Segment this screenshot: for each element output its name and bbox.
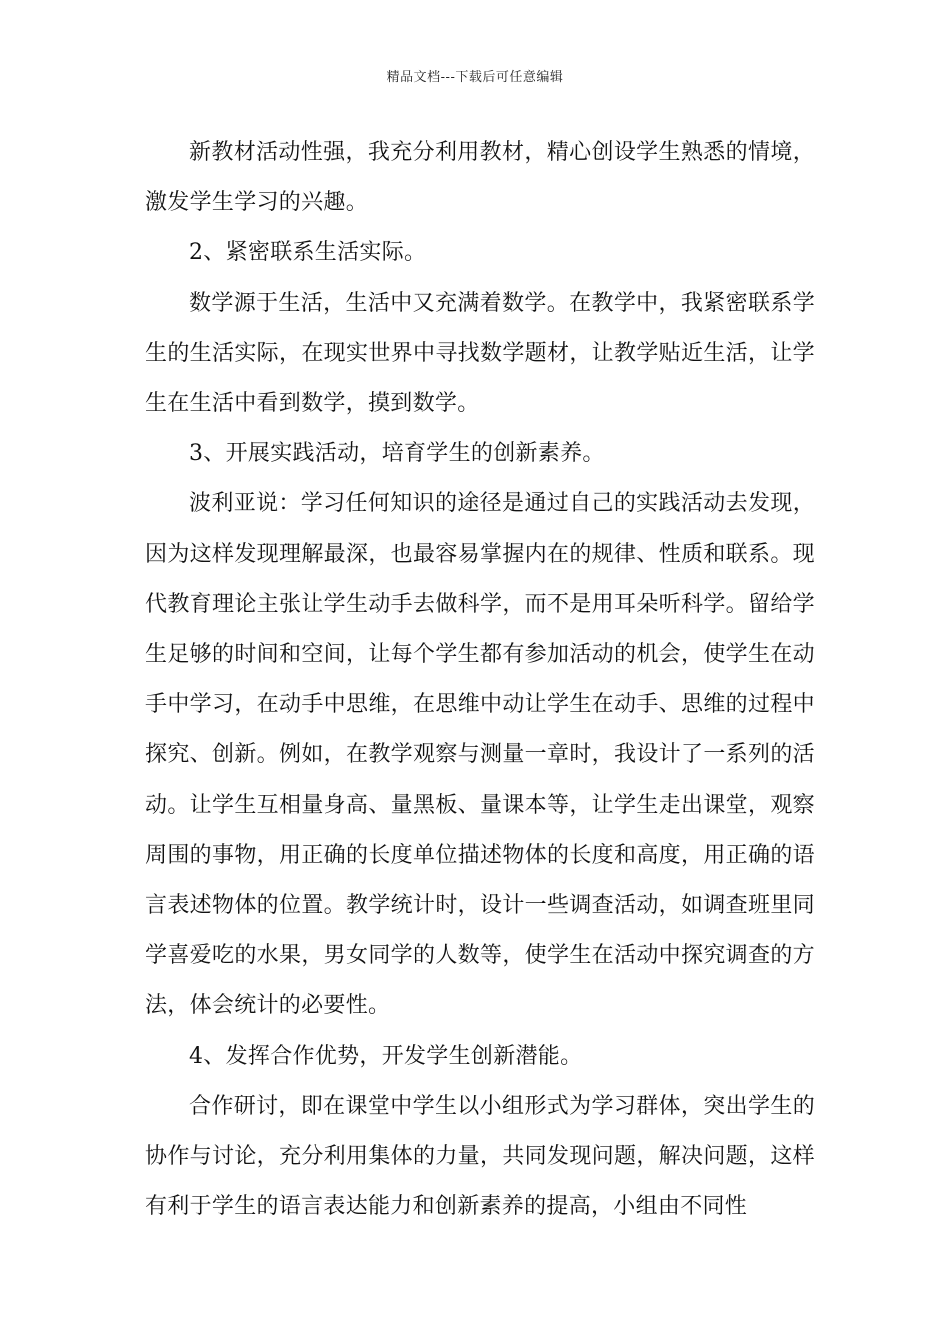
document-body [145,128,815,1232]
section-heading-2: 2、紧密联系生活实际。 [189,240,427,266]
section-heading-3: 3、开展实践活动，培育学生的创新素养。 [189,441,605,467]
paragraph-life-connection: 数学源于生活，生活中又充满着数学。在教学中，我紧密联系学生的生活实际，在现实世界中寻找数学题材，让教学贴近生活，让学生在生活中看到数学，摸到数学。 [145,290,815,417]
section-heading-4: 4、发挥合作优势，开发学生创新潜能。 [189,1043,583,1069]
paragraph-intro-context: 新教材活动性强，我充分利用教材，精心创设学生熟悉的情境，激发学生学习的兴趣。 [145,140,815,216]
page-header: 精品文档---下载后可任意编辑 [386,70,564,85]
paragraph-cooperation: 合作研讨，即在课堂中学生以小组形式为学习群体，突出学生的协作与讨论，充分利用集体的力量，共同发现问题，解决问题，这样有利于学生的语言表达能力和创新素养的提高，小组由不同性 [145,1093,815,1220]
paragraph-practice-activities: 波利亚说：学习任何知识的途径是通过自己的实践活动去发现，因为这样发现理解最深，也最容易掌握内在的规律、性质和联系。现代教育理论主张让学生动手去做科学，而不是用耳朵听科学。留给学生足够的时间和空间，让每个学生都有参加活动的机会，使学生在动手中学习，在动手中思维，在思维中动让学生在动手、思维的过程中探究、创新。例如，在教学观察与测量一章时，我设计了一系列的活动。让学生互相量身高、量黑板、量课本等，让学生走出课堂，观察周围的事物，用正确的长度单位描述物体的长度和高度，用正确的语言表述物体的位置。教学统计时，设计一些调查活动，如调查班里同学喜爱吃的水果，男女同学的人数等，使学生在活动中探究调查的方法，体会统计的必要性。 [145,491,815,1019]
